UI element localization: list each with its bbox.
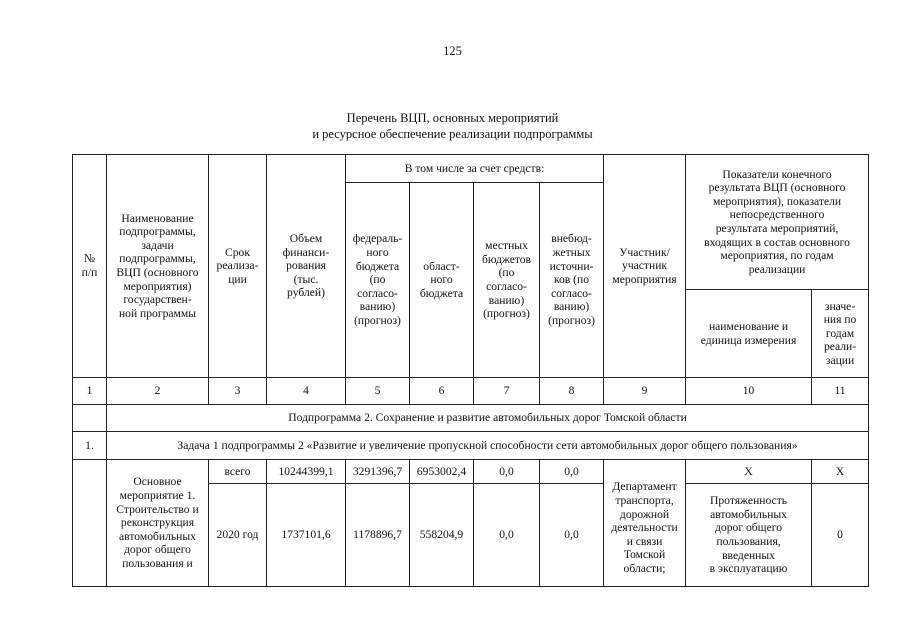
column-number: 8 <box>540 378 604 405</box>
activity-regional: 558204,9 <box>410 484 474 587</box>
activity-indicator-value: 0 <box>812 484 869 587</box>
activity-participant: Департамент транспорта, дорожной деятельности и связи Томской области; <box>604 460 686 587</box>
header-extra: внебюд- жетных источни- ков (по согласо- ванию) (прогноз) <box>540 183 604 378</box>
activity-regional: 6953002,4 <box>410 460 474 484</box>
document-title <box>0 110 905 142</box>
activity-num <box>73 460 107 587</box>
activity-volume: 1737101,6 <box>267 484 346 587</box>
activity-name: Основное мероприятие 1. Строительство и реконструкция автомобильных дорог общего пользования и <box>107 460 209 587</box>
header-indicator-name: наименование и единица измерения <box>686 290 812 378</box>
title-line-2: и ресурсное обеспечение реализации подпрограммы <box>312 127 593 141</box>
activity-federal: 1178896,7 <box>346 484 410 587</box>
activity-federal: 3291396,7 <box>346 460 410 484</box>
header-regional: област- ного бюджета <box>410 183 474 378</box>
page-number: 125 <box>443 44 462 58</box>
column-number: 7 <box>474 378 540 405</box>
header-including: В том числе за счет средств: <box>346 155 604 183</box>
column-number: 10 <box>686 378 812 405</box>
column-numbers-row <box>73 378 869 405</box>
header-volume: Объем финанси- рования (тыс. рублей) <box>267 155 346 378</box>
activity-extra: 0,0 <box>540 460 604 484</box>
header-participant: Участник/ участник мероприятия <box>604 155 686 378</box>
activity-volume: 10244399,1 <box>267 460 346 484</box>
activity-indicator-name: Протяженность автомобильных дорог общего пользования, введенных в эксплуатацию <box>686 484 812 587</box>
activity-extra: 0,0 <box>540 484 604 587</box>
column-number: 2 <box>107 378 209 405</box>
activity-indicator-value: Х <box>812 460 869 484</box>
activity-local: 0,0 <box>474 484 540 587</box>
header-num: № п/п <box>73 155 107 378</box>
task-title: Задача 1 подпрограммы 2 «Развитие и увеличение пропускной способности сети автомобильных дорог общего пользования» <box>107 432 869 460</box>
activity-indicator-name: Х <box>686 460 812 484</box>
task-num: 1. <box>73 432 107 460</box>
header-federal: федераль- ного бюджета (по согласо- ванию) (прогноз) <box>346 183 410 378</box>
column-number: 9 <box>604 378 686 405</box>
header-row-1 <box>73 155 869 183</box>
activity-total-row <box>73 460 869 484</box>
column-number: 3 <box>209 378 267 405</box>
activities-table <box>72 154 869 587</box>
subprogram-title: Подпрограмма 2. Сохранение и развитие автомобильных дорог Томской области <box>107 405 869 432</box>
column-number: 5 <box>346 378 410 405</box>
column-number: 11 <box>812 378 869 405</box>
column-number: 1 <box>73 378 107 405</box>
subprogram-row <box>73 405 869 432</box>
activity-term: всего <box>209 460 267 484</box>
column-number: 6 <box>410 378 474 405</box>
header-local: местных бюджетов (по согласо- ванию) (прогноз) <box>474 183 540 378</box>
header-term: Срок реализа- ции <box>209 155 267 378</box>
task-row <box>73 432 869 460</box>
header-name: Наименование подпрограммы, задачи подпрограммы, ВЦП (основного мероприятия) государствен- ной программы <box>107 155 209 378</box>
subprogram-num <box>73 405 107 432</box>
header-indicators: Показатели конечного результата ВЦП (основного мероприятия), показатели непосредственного результата мероприятий, входящих в состав основного мероприятия, по годам реализации <box>686 155 869 290</box>
activity-local: 0,0 <box>474 460 540 484</box>
header-indicator-values: значе- ния по годам реали- зации <box>812 290 869 378</box>
title-line-1: Перечень ВЦП, основных мероприятий <box>346 111 559 125</box>
activity-term: 2020 год <box>209 484 267 587</box>
column-number: 4 <box>267 378 346 405</box>
